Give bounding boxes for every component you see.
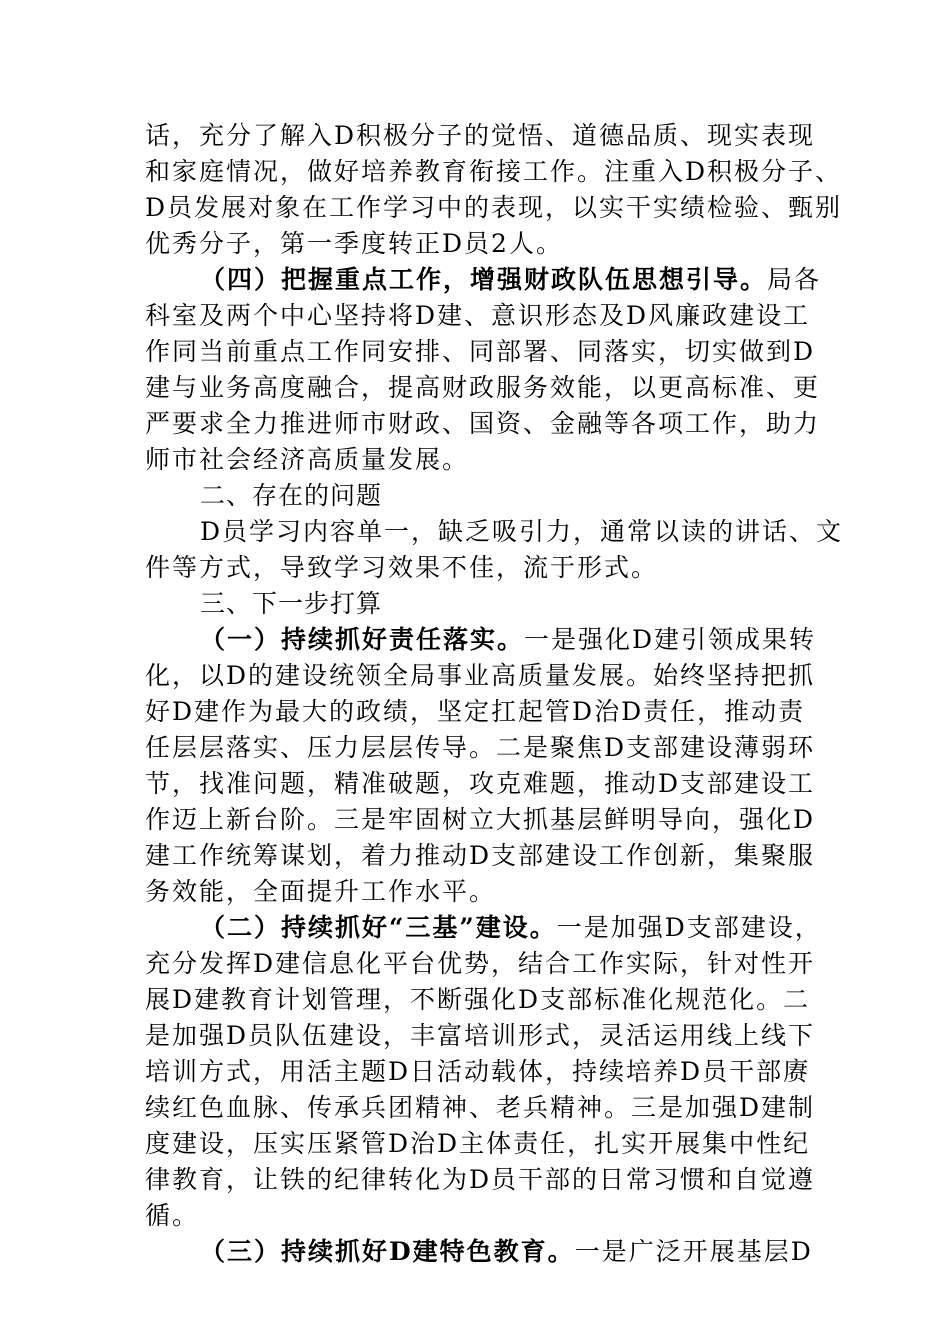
text-line: 是加强D员队伍建设，丰富培训形式，灵活运用线上线下	[145, 1021, 816, 1050]
section-subheading: （三）持续抓好D建特色教育。	[200, 1237, 575, 1266]
text-line: 充分发挥D建信息化平台优势，结合工作实际，针对性开	[145, 949, 816, 978]
text-line: 好D建作为最大的政绩，坚定扛起管D治D责任，推动责	[145, 697, 806, 726]
text-line: 作迈上新台阶。三是牢固树立大抓基层鲜明导向，强化D	[145, 805, 816, 834]
text-line: 建工作统筹谋划，着力推动D支部建设工作创新，集聚服	[145, 841, 816, 870]
text-line: 培训方式，用活主题D日活动载体，持续培养D员干部赓	[145, 1057, 811, 1086]
text-line: 科室及两个中心坚持将D建、意识形态及D风廉政建设工	[145, 301, 811, 330]
section-subheading: （一）持续抓好责任落实。	[200, 625, 525, 654]
text-line: 循。	[145, 1201, 200, 1230]
text-line: 续红色血脉、传承兵团精神、老兵精神。三是加强D建制	[145, 1093, 816, 1122]
text-line: 化，以D的建设统领全局事业高质量发展。始终坚持把抓	[145, 661, 816, 690]
section-heading: 二、存在的问题	[200, 481, 383, 510]
text-span: 一是广泛开展基层D	[574, 1237, 813, 1266]
text-line: 度建设，压实压紧管D治D主体责任，扎实开展集中性纪	[145, 1129, 811, 1158]
text-line: D员学习内容单一，缺乏吸引力，通常以读的讲话、文	[200, 517, 844, 546]
paragraph-first-line	[200, 622, 816, 658]
text-span: 一是强化D建引领成果转	[524, 625, 817, 654]
text-line: 和家庭情况，做好培养教育衔接工作。注重入D积极分子、	[145, 157, 843, 186]
paragraph-first-line	[200, 262, 821, 298]
text-line: 话，充分了解入D积极分子的觉悟、道德品质、现实表现	[145, 121, 816, 150]
text-line: 件等方式，导致学习效果不佳，流于形式。	[145, 553, 659, 582]
text-line: 优秀分子，第一季度转正D员2人。	[145, 229, 563, 258]
text-line: 建与业务高度融合，提高财政服务效能，以更高标准、更	[145, 373, 821, 402]
section-subheading: （四）把握重点工作，增强财政队伍思想引导。	[200, 265, 768, 294]
text-line: 任层层落实、压力层层传导。二是聚焦D支部建设薄弱环	[145, 733, 816, 762]
text-line: D员发展对象在工作学习中的表现，以实干实绩检验、甄别	[145, 193, 843, 222]
text-line: 严要求全力推进师市财政、国资、金融等各项工作，助力	[145, 409, 821, 438]
text-line: 作同当前重点工作同安排、同部署、同落实，切实做到D	[145, 337, 816, 366]
text-line: 师市社会经济高质量发展。	[145, 445, 470, 474]
section-subheading: （二）持续抓好“三基”建设。	[200, 913, 557, 942]
paragraph-first-line	[200, 1234, 813, 1270]
text-span: 一是加强D支部建设，	[556, 913, 822, 942]
text-line: 展D建教育计划管理，不断强化D支部标准化规范化。二	[145, 985, 811, 1014]
text-line: 节，找准问题，精准破题，攻克难题，推动D支部建设工	[145, 769, 816, 798]
section-heading: 三、下一步打算	[200, 589, 383, 618]
text-line: 律教育，让铁的纪律转化为D员干部的日常习惯和自觉遵	[145, 1165, 816, 1194]
text-span: 局各	[767, 265, 822, 294]
paragraph-first-line	[200, 910, 822, 946]
text-line: 务效能，全面提升工作水平。	[145, 877, 497, 906]
